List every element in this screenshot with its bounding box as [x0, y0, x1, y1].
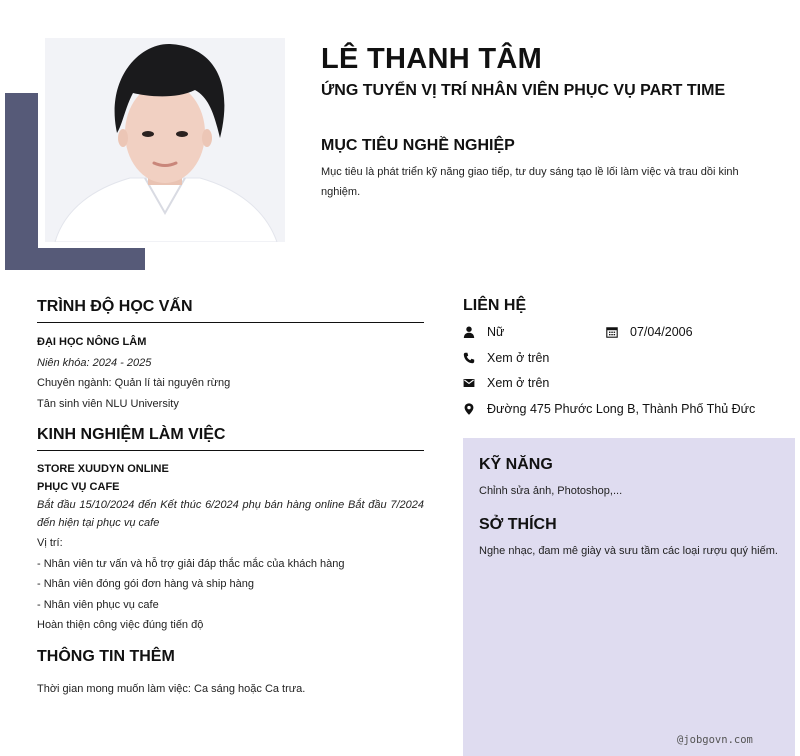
- experience-period: Bắt đầu 15/10/2024 đến Kết thúc 6/2024 phụ bán hàng online Bắt đầu 7/2024 đến hiện tại phục vụ cafe: [37, 499, 424, 529]
- left-column: [37, 298, 424, 711]
- additional-section: [37, 648, 424, 700]
- experience-item: - Nhân viên đóng gói đơn hàng và ship hàng: [37, 578, 254, 590]
- experience-role: PHỤC VỤ CAFE: [37, 481, 120, 493]
- experience-summary: Hoàn thiện công việc đúng tiến độ: [37, 619, 204, 631]
- address-value: Đường 475 Phước Long B, Thành Phố Thủ Đức: [487, 402, 756, 416]
- skills-heading: KỸ NĂNG: [479, 456, 553, 473]
- contact-address: [463, 402, 755, 416]
- phone-icon: [463, 352, 475, 364]
- experience-company: STORE XUUDYN ONLINE: [37, 463, 169, 475]
- experience-heading: KINH NGHIỆM LÀM VIỆC: [37, 426, 424, 451]
- contact-heading: LIÊN HỆ: [463, 297, 527, 314]
- birthday-value: 07/04/2006: [630, 325, 693, 339]
- hobbies-text: Nghe nhạc, đam mê giày và sưu tầm các loại rượu quý hiếm.: [479, 545, 778, 557]
- education-period: Niên khóa: 2024 - 2025: [37, 356, 152, 369]
- person-icon: [463, 326, 475, 338]
- contact-gender: [463, 325, 504, 339]
- location-pin-icon: [463, 403, 475, 415]
- experience-item: - Nhân viên phục vụ cafe: [37, 598, 159, 611]
- email-value: Xem ở trên: [487, 376, 550, 390]
- contact-birthday: [606, 325, 693, 339]
- education-note: Tân sinh viên NLU University: [37, 397, 179, 410]
- gender-value: Nữ: [487, 325, 505, 339]
- watermark: @jobgovn.com: [677, 734, 753, 746]
- education-school: ĐẠI HỌC NÔNG LÂM: [37, 336, 147, 348]
- additional-heading: THÔNG TIN THÊM: [37, 647, 175, 665]
- contact-phone: [463, 351, 549, 365]
- experience-section: [37, 426, 424, 636]
- contact-email: [463, 376, 549, 390]
- calendar-icon: [606, 326, 618, 338]
- objective-text: Mục tiêu là phát triển kỹ năng giao tiếp, tư duy sáng tạo lề lối làm việc và trau dồi kinh nghiệm.: [321, 166, 739, 198]
- experience-item: - Nhân viên tư vấn và hỗ trợ giải đáp thắc mắc của khách hàng: [37, 557, 345, 570]
- applied-position: ỨNG TUYỂN VỊ TRÍ NHÂN VIÊN PHỤC VỤ PART TIME: [321, 82, 726, 99]
- experience-label: Vị trí:: [37, 537, 63, 549]
- education-section: [37, 298, 424, 414]
- education-heading: TRÌNH ĐỘ HỌC VẤN: [37, 298, 424, 323]
- profile-photo: [45, 38, 285, 242]
- phone-value: Xem ở trên: [487, 351, 550, 365]
- skills-text: Chỉnh sửa ảnh, Photoshop,...: [479, 485, 623, 497]
- candidate-name: LÊ THANH TÂM: [321, 43, 543, 75]
- mail-icon: [463, 377, 475, 389]
- accent-bar-horizontal: [5, 248, 145, 270]
- skills-hobbies-panel: [463, 438, 795, 756]
- hobbies-heading: SỞ THÍCH: [479, 516, 557, 533]
- additional-text: Thời gian mong muốn làm việc: Ca sáng hoặc Ca trưa.: [37, 682, 306, 695]
- accent-bar-vertical: [5, 93, 38, 270]
- objective-heading: MỤC TIÊU NGHỀ NGHIỆP: [321, 137, 515, 154]
- education-major: Chuyên ngành: Quản lí tài nguyên rừng: [37, 377, 231, 389]
